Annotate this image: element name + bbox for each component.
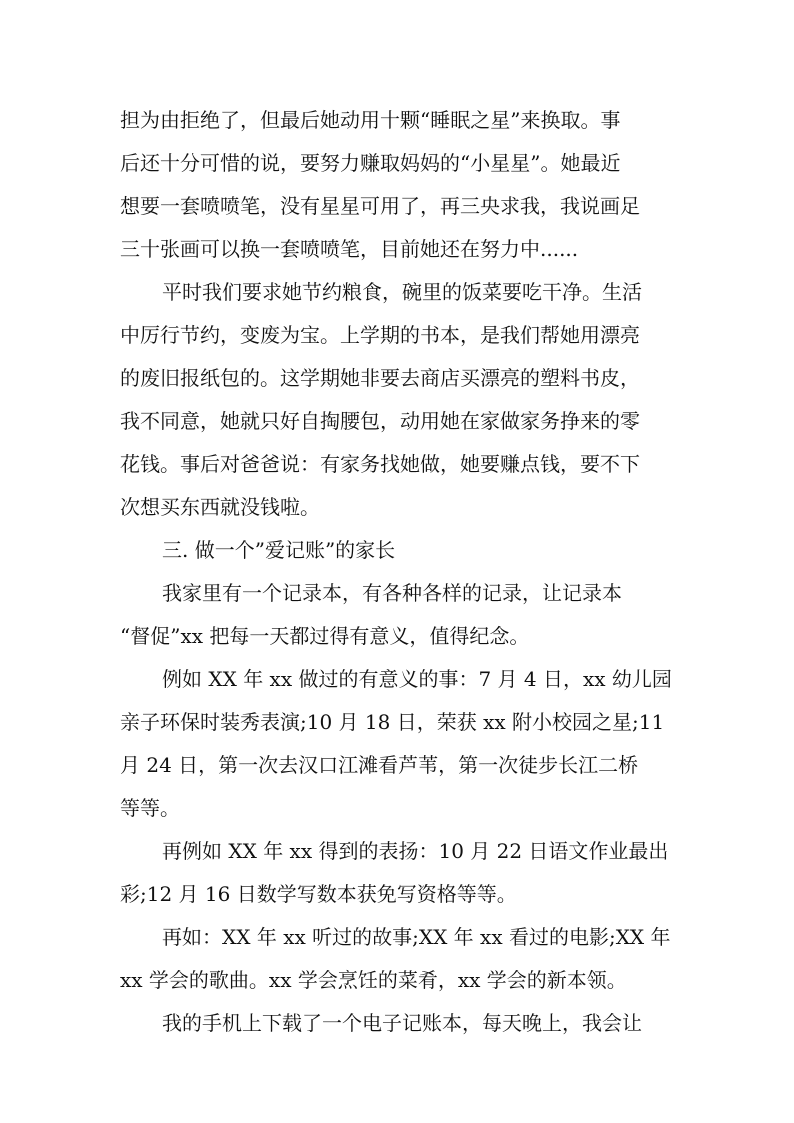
paragraph-line: 亲子环保时装秀表演;10 月 18 日，荣获 xx 附小校园之星;11	[120, 710, 665, 734]
paragraph-line: 我家里有一个记录本，有各种各样的记录，让记录本	[162, 581, 622, 605]
paragraph-line: 后还十分可惜的说，要努力赚取妈妈的“小星星”。她最近	[120, 151, 621, 175]
section-heading: 三. 做一个”爱记账”的家长	[162, 538, 396, 562]
paragraph-line: 等等。	[120, 796, 180, 820]
paragraph-line: 例如 XX 年 xx 做过的有意义的事：7 月 4 日，xx 幼儿园	[162, 667, 672, 691]
paragraph-line: xx 学会的歌曲。xx 学会烹饪的菜肴，xx 学会的新本领。	[120, 968, 627, 992]
paragraph-line: 我的手机上下载了一个电子记账本，每天晚上，我会让	[162, 1011, 642, 1035]
paragraph-line: 次想买东西就没钱啦。	[120, 495, 320, 519]
paragraph-line: 再例如 XX 年 xx 得到的表扬：10 月 22 日语文作业最出	[162, 839, 669, 863]
paragraph-line: 再如：XX 年 xx 听过的故事;XX 年 xx 看过的电影;XX 年	[162, 925, 671, 949]
paragraph-line: 三十张画可以换一套喷喷笔，目前她还在努力中......	[120, 237, 579, 261]
paragraph-line: 花钱。事后对爸爸说：有家务找她做，她要赚点钱，要不下	[120, 452, 640, 476]
paragraph-line: 我不同意，她就只好自掏腰包，动用她在家做家务挣来的零	[120, 409, 640, 433]
paragraph-line: 平时我们要求她节约粮食，碗里的饭菜要吃干净。生活	[162, 280, 642, 304]
paragraph-line: 担为由拒绝了，但最后她动用十颗“睡眠之星”来换取。事	[120, 108, 621, 132]
paragraph-line: 想要一套喷喷笔，没有星星可用了，再三央求我，我说画足	[120, 194, 640, 218]
paragraph-line: 月 24 日，第一次去汉口江滩看芦苇，第一次徒步长江二桥	[120, 753, 639, 777]
paragraph-line: 彩;12 月 16 日数学写数本获免写资格等等。	[120, 882, 517, 906]
paragraph-line: “督促”xx 把每一天都过得有意义，值得纪念。	[120, 624, 530, 648]
paragraph-line: 中厉行节约，变废为宝。上学期的书本，是我们帮她用漂亮	[120, 323, 640, 347]
paragraph-line: 的废旧报纸包的。这学期她非要去商店买漂亮的塑料书皮，	[120, 366, 640, 390]
